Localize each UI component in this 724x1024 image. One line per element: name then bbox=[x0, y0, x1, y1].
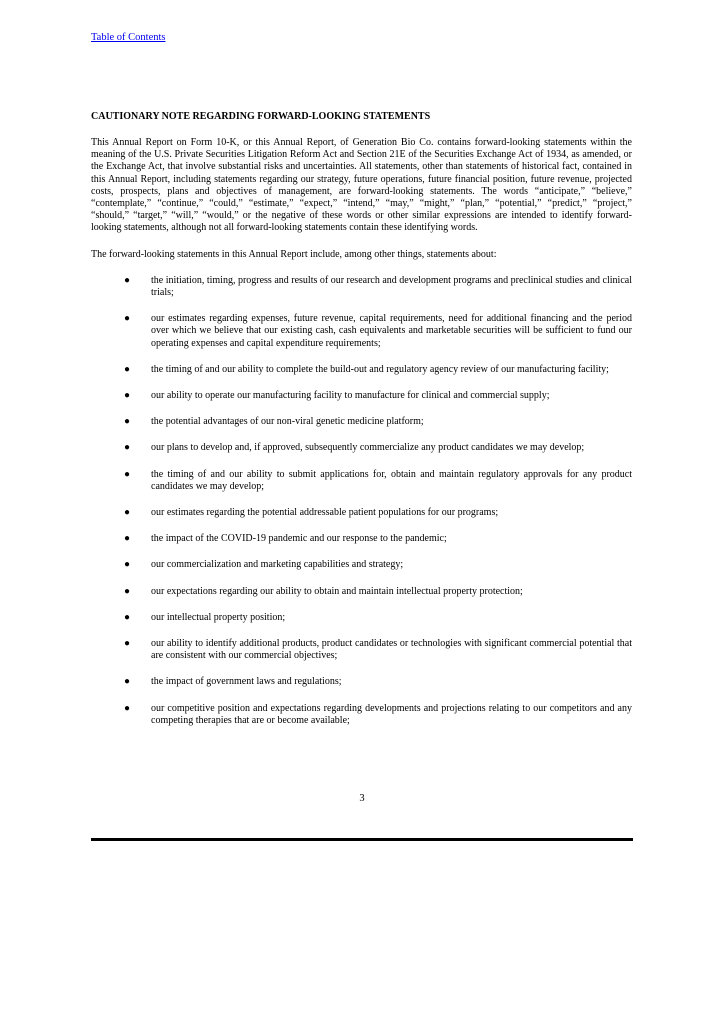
bullet-icon: ● bbox=[124, 611, 131, 623]
document-body bbox=[91, 110, 632, 741]
bullet-icon: ● bbox=[124, 702, 131, 714]
bullet-icon: ● bbox=[124, 533, 131, 545]
bullet-icon: ● bbox=[124, 468, 131, 480]
list-item-text: our expectations regarding our ability to obtain and maintain intellectual property protection; bbox=[151, 585, 523, 597]
section-heading: CAUTIONARY NOTE REGARDING FORWARD-LOOKING STATEMENTS bbox=[91, 111, 431, 122]
bullet-icon: ● bbox=[124, 507, 131, 519]
list-item bbox=[91, 638, 632, 662]
list-item-text: the impact of government laws and regulations; bbox=[151, 676, 342, 688]
bullet-icon: ● bbox=[124, 363, 131, 375]
list-item bbox=[91, 533, 632, 545]
list-item-text: the timing of and our ability to submit applications for, obtain and maintain regulatory approvals for any product candidates we may develop; bbox=[151, 468, 632, 492]
list-item-text: our ability to operate our manufacturing facility to manufacture for clinical and commercial supply; bbox=[151, 390, 550, 402]
list-item-text: our intellectual property position; bbox=[151, 611, 286, 623]
list-item bbox=[91, 416, 632, 428]
list-item bbox=[91, 507, 632, 519]
page-divider bbox=[91, 838, 633, 841]
bullet-icon: ● bbox=[124, 313, 131, 325]
list-item-text: our commercialization and marketing capabilities and strategy; bbox=[151, 559, 404, 571]
list-item-text: the initiation, timing, progress and results of our research and development programs and preclinical studies and clinical trials; bbox=[151, 274, 632, 299]
bullet-icon: ● bbox=[124, 390, 131, 402]
list-item bbox=[91, 313, 632, 350]
forward-looking-list bbox=[91, 275, 632, 727]
list-item bbox=[91, 364, 632, 376]
list-item bbox=[91, 612, 632, 624]
list-intro-paragraph: The forward-looking statements in this Annual Report include, among other things, statements about: bbox=[91, 248, 497, 260]
bullet-icon: ● bbox=[124, 676, 131, 688]
bullet-icon: ● bbox=[124, 274, 131, 286]
list-item bbox=[91, 275, 632, 299]
bullet-icon: ● bbox=[124, 585, 131, 597]
list-item bbox=[91, 442, 632, 454]
list-item-text: the timing of and our ability to complete the build-out and regulatory agency review of our manufacturing facility; bbox=[151, 363, 609, 375]
list-item bbox=[91, 676, 632, 688]
list-item-text: our plans to develop and, if approved, subsequently commercialize any product candidates we may develop; bbox=[151, 442, 585, 454]
list-item-text: our ability to identify additional products, product candidates or technologies with significant commercial potential that are consistent with our commercial objectives; bbox=[151, 638, 632, 662]
list-item bbox=[91, 559, 632, 571]
list-item-text: our competitive position and expectations regarding developments and projections relating to our competitors and any competing therapies that are or become available; bbox=[151, 702, 632, 726]
list-item bbox=[91, 390, 632, 402]
list-item bbox=[91, 703, 632, 727]
list-item bbox=[91, 469, 632, 493]
list-item-text: the potential advantages of our non-viral genetic medicine platform; bbox=[151, 416, 424, 428]
page-number: 3 bbox=[359, 793, 365, 804]
table-of-contents-link[interactable]: Table of Contents bbox=[91, 32, 166, 43]
bullet-icon: ● bbox=[124, 559, 131, 571]
list-item-text: the impact of the COVID-19 pandemic and our response to the pandemic; bbox=[151, 533, 447, 545]
list-item-text: our estimates regarding the potential addressable patient populations for our programs; bbox=[151, 507, 499, 519]
bullet-icon: ● bbox=[124, 638, 131, 650]
list-item-text: our estimates regarding expenses, future revenue, capital requirements, need for additional financing and the period over which we believe that our existing cash, cash equivalents and marketable securities will be sufficient to fund our operating expenses and capital expenditure requirements; bbox=[151, 313, 632, 349]
bullet-icon: ● bbox=[124, 442, 131, 454]
intro-paragraph: This Annual Report on Form 10-K, or this Annual Report, of Generation Bio Co. contains forward-looking statements within the meaning of the U.S. Private Securities Litigation Reform Act and Section 21E of the Securities Exchange Act of 1934, as amended, or the Exchange Act, that involve substantial risks and uncertainties. All statements, other than statements of historical fact, contained in this Annual Report, including statements regarding our strategy, future operations, future financial position, future revenue, projected costs, prospects, plans and objectives of management, are forward-looking statements. The words “anticipate,” “believe,” “contemplate,” “continue,” “could,” “estimate,” “expect,” “intend,” “may,” “might,” “plan,” “potential,” “predict,” “project,” “should,” “target,” “will,” “would,” or the negative of these words or other similar expressions are intended to identify forward-looking statements, although not all forward-looking statements contain these identifying words. bbox=[91, 137, 632, 234]
list-item bbox=[91, 586, 632, 598]
bullet-icon: ● bbox=[124, 416, 131, 428]
